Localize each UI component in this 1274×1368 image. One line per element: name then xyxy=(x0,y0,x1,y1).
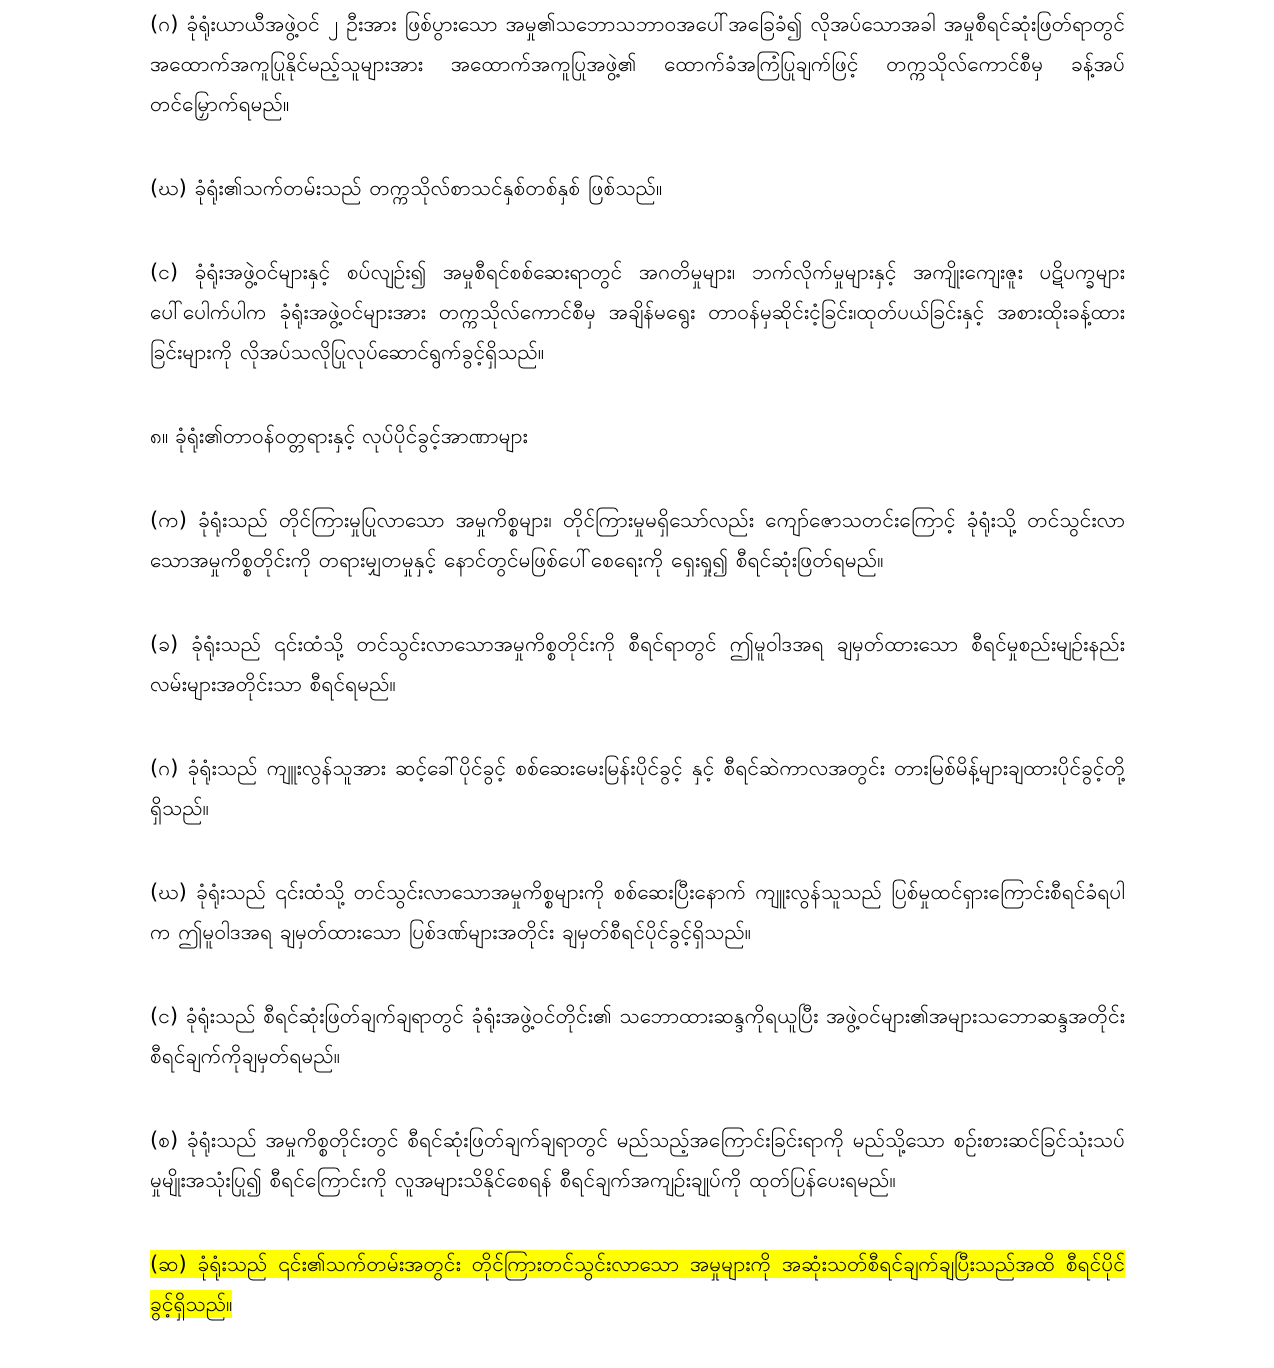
paragraph-ga-composition: (ဂ) ခုံရုံးယာယီအဖွဲ့ဝင် ၂ ဦးအား ဖြစ်ပွားသော အမှု၏သဘောသဘာဝအပေါ်အခြေခံ၍ လိုအပ်သောအခါ အမှုစီရင်ဆုံးဖြတ်ရာတွင် အထောက်အကူပြုနိုင်မည့်သူများအား အထောက်အကူပြုအဖွဲ့၏ ထောက်ခံအကြံပြုချက်ဖြင့် တက္ကသိုလ်ကောင်စီမှ ခန့်အပ်တင်မြှောက်ရမည်။ xyxy=(150,12,1125,116)
item-hsa-highlighted xyxy=(150,1244,1125,1324)
item-kha: (ခ) ခုံရုံးသည် ၎င်းထံသို့ တင်သွင်းလာသောအမှုကိစ္စတိုင်းကို စီရင်ရာတွင် ဤမူဝါဒအရ ချမှတ်ထားသော စီရင်မှုစည်းမျဥ်းနည်းလမ်းများအတိုင်းသာ စီရင်ရမည်။ xyxy=(150,632,1125,696)
item-ga: (ဂ) ခုံရုံးသည် ကျူးလွန်သူအား ဆင့်ခေါ်ပိုင်ခွင့် စစ်ဆေးမေးမြန်းပိုင်ခွင့် နှင့် စီရင်ဆဲကာလအတွင်း တားမြစ်မိန့်များချထားပိုင်ခွင့်တို့ရှိသည်။ xyxy=(150,756,1125,820)
section-heading: ၈။ ခုံရုံး၏တာဝန်ဝတ္တရားနှင့် လုပ်ပိုင်ခွင့်အာဏာများ xyxy=(150,424,528,448)
item-sa: (စ) ခုံရုံးသည် အမှုကိစ္စတိုင်းတွင် စီရင်ဆုံးဖြတ်ချက်ချရာတွင် မည်သည့်အကြောင်းခြင်းရာကို မည်သို့သော စဥ်းစားဆင်ခြင်သုံးသပ်မှုမျိုးအသုံးပြု၍ စီရင်ကြောင်းကို လူအများသိနိုင်စေရန် စီရင်ချက်အကျဥ်းချုပ်ကို ထုတ်ပြန်ပေးရမည်။ xyxy=(150,1128,1125,1192)
highlight-mark: (ဆ) ခုံရုံးသည် ၎င်း၏သက်တမ်းအတွင်း တိုင်ကြားတင်သွင်းလာသော အမှုများကို အဆုံးသတ်စီရင်ချက်ချပြီးသည်အထိ စီရင်ပိုင်ခွင့်ရှိသည်။ xyxy=(150,1252,1125,1316)
item-gha: (ဃ) ခုံရုံးသည် ၎င်းထံသို့ တင်သွင်းလာသောအမှုကိစ္စများကို စစ်ဆေးပြီးနောက် ကျူးလွန်သူသည် ပြစ်မှုထင်ရှားကြောင်းစီရင်ခံရပါက ဤမူဝါဒအရ ချမှတ်ထားသော ပြစ်ဒဏ်များအတိုင်း ချမှတ်စီရင်ပိုင်ခွင့်ရှိသည်။ xyxy=(150,880,1125,944)
document-page xyxy=(150,4,1125,1368)
item-ka: (က) ခုံရုံးသည် တိုင်ကြားမှုပြုလာသော အမှုကိစ္စများ၊ တိုင်ကြားမှုမရှိသော်လည်း ကျော်ဇောသတင်းကြောင့် ခုံရုံးသို့ တင်သွင်းလာသောအမှုကိစ္စတိုင်းကို တရားမျှတမှုနှင့် နောင်တွင်မဖြစ်ပေါ်စေရေးကို ရှေးရှု၍ စီရင်ဆုံးဖြတ်ရမည်။ xyxy=(150,508,1125,572)
item-nga: (င) ခုံရုံးသည် စီရင်ဆုံးဖြတ်ချက်ချရာတွင် ခုံရုံးအဖွဲ့ဝင်တိုင်း၏ သဘောထားဆန္ဒကိုရယူပြီး အဖွဲ့ဝင်များ၏အများသဘောဆန္ဒအတိုင်း စီရင်ချက်ကိုချမှတ်ရမည်။ xyxy=(150,1004,1125,1068)
paragraph-gha-tenure: (ဃ) ခုံရုံး၏သက်တမ်းသည် တက္ကသိုလ်စာသင်နှစ်တစ်နှစ် ဖြစ်သည်။ xyxy=(150,176,663,200)
paragraph-nga-removal: (င) ခုံရုံးအဖွဲ့ဝင်များနှင့် စပ်လျဥ်း၍ အမှုစီရင်စစ်ဆေးရာတွင် အဂတိမှုများ၊ ဘက်လိုက်မှုများနှင့် အကျိုးကျေးဇူး ပဋိပက္ခများ ပေါ်ပေါက်ပါက ခုံရုံးအဖွဲ့ဝင်များအား တက္ကသိုလ်ကောင်စီမှ အချိန်မရွေး တာဝန်မှဆိုင်းငံ့ခြင်း၊ထုတ်ပယ်ခြင်းနှင့် အစားထိုးခန့်ထားခြင်းများကို လိုအပ်သလိုပြုလုပ်ဆောင်ရွက်ခွင့်ရှိသည်။ xyxy=(150,260,1125,364)
